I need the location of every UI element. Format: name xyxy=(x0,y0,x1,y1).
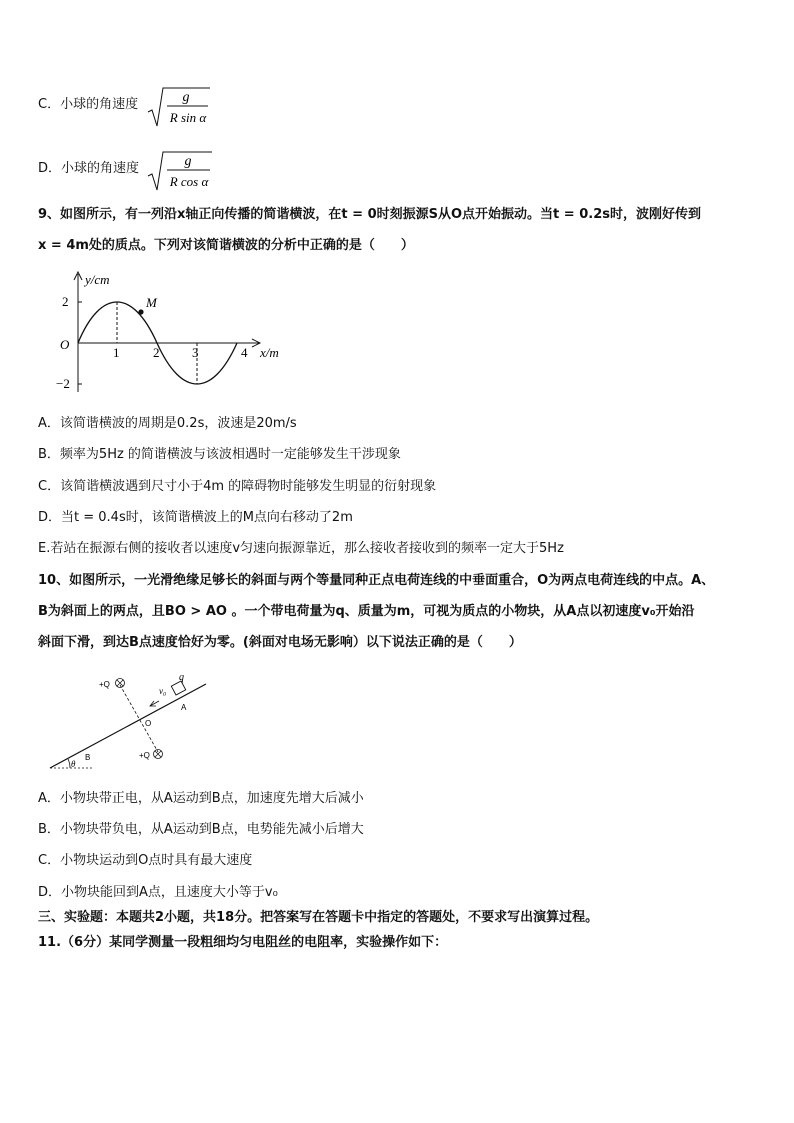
a-label: A xyxy=(181,703,187,712)
numerator: g xyxy=(182,90,190,105)
q10-option-d: D．小物块能回到A点，且速度大小等于v₀ xyxy=(38,885,278,900)
sqrt-fraction-c xyxy=(146,84,216,130)
denominator: R sin α xyxy=(169,110,207,125)
q9-stem-line2: x = 4m处的质点。下列对该简谐横波的分析中正确的是（ ） xyxy=(38,238,414,253)
q-label: q xyxy=(179,672,184,683)
q10-option-a: A．小物块带正电，从A运动到B点，加速度先增大后减小 xyxy=(38,791,364,806)
option-d-prev xyxy=(38,160,139,178)
q10-option-c: C．小物块运动到O点时具有最大速度 xyxy=(38,853,253,868)
charge-top-label: +Q xyxy=(99,680,110,689)
incline-figure xyxy=(44,668,224,774)
q9-option-e: E.若站在振源右侧的接收者以速度v匀速向振源靠近，那么接收者接收到的频率一定大于5Hz xyxy=(38,541,564,556)
numerator: g xyxy=(184,154,192,169)
x-tick-4: 4 xyxy=(241,345,248,360)
v0-label: v₀ xyxy=(159,686,167,696)
point-m xyxy=(138,309,143,314)
q10-stem-line2: B为斜面上的两点，且BO > AO 。一个带电荷量为q、质量为m，可视为质点的小物块，从A点以初速度v₀开始沿 xyxy=(38,604,695,619)
q11-stem: 11.（6分）某同学测量一段粗细均匀电阻丝的电阻率，实验操作如下： xyxy=(38,935,448,950)
wave-figure xyxy=(52,270,292,398)
q10-stem-line3: 斜面下滑，到达B点速度恰好为零。(斜面对电场无影响）以下说法正确的是（ ） xyxy=(38,635,522,650)
option-label: C．小球的角速度 xyxy=(38,97,139,112)
q9-option-c: C．该简谐横波遇到尺寸小于4m 的障碍物时能够发生明显的衍射现象 xyxy=(38,479,437,494)
q10-stem-line1: 10、如图所示，一光滑绝缘足够长的斜面与两个等量同种正点电荷连线的中垂面重合，O为两点电荷连线的中点。A、 xyxy=(38,573,715,588)
x-tick-1: 1 xyxy=(113,345,120,360)
section-3-heading: 三、实验题：本题共2小题，共18分。把答案写在答题卡中指定的答题处，不要求写出演算过程。 xyxy=(38,910,599,925)
q9-stem-line1: 9、如图所示，有一列沿x轴正向传播的简谐横波，在t = 0时刻振源S从O点开始振动。当t = 0.2s时，波刚好传到 xyxy=(38,207,701,222)
origin-label: O xyxy=(60,337,70,352)
q9-option-b: B．频率为5Hz 的简谐横波与该波相遇时一定能够发生干涉现象 xyxy=(38,447,401,462)
q10-option-b: B．小物块带负电，从A运动到B点，电势能先减小后增大 xyxy=(38,822,364,837)
denominator: R cos α xyxy=(169,174,209,189)
b-label: B xyxy=(85,753,91,762)
x-axis-label: x/m xyxy=(260,345,279,360)
y-tick-neg2: −2 xyxy=(56,376,70,391)
q9-option-a: A．该简谐横波的周期是0.2s，波速是20m/s xyxy=(38,416,297,431)
y-axis-label: y/cm xyxy=(85,272,110,287)
sqrt-fraction-d xyxy=(146,148,218,194)
q9-option-d: D．当t = 0.4s时，该简谐横波上的M点向右移动了2m xyxy=(38,510,353,525)
angle-label: θ xyxy=(71,759,76,769)
o-label: O xyxy=(145,719,152,728)
point-m-label: M xyxy=(146,295,157,310)
x-tick-3: 3 xyxy=(192,345,199,360)
option-label: D．小球的角速度 xyxy=(38,161,140,176)
option-c-prev xyxy=(38,96,138,114)
charge-bottom-label: +Q xyxy=(139,751,150,760)
block xyxy=(171,681,185,695)
x-tick-2: 2 xyxy=(153,345,160,360)
y-tick-2: 2 xyxy=(62,294,69,309)
